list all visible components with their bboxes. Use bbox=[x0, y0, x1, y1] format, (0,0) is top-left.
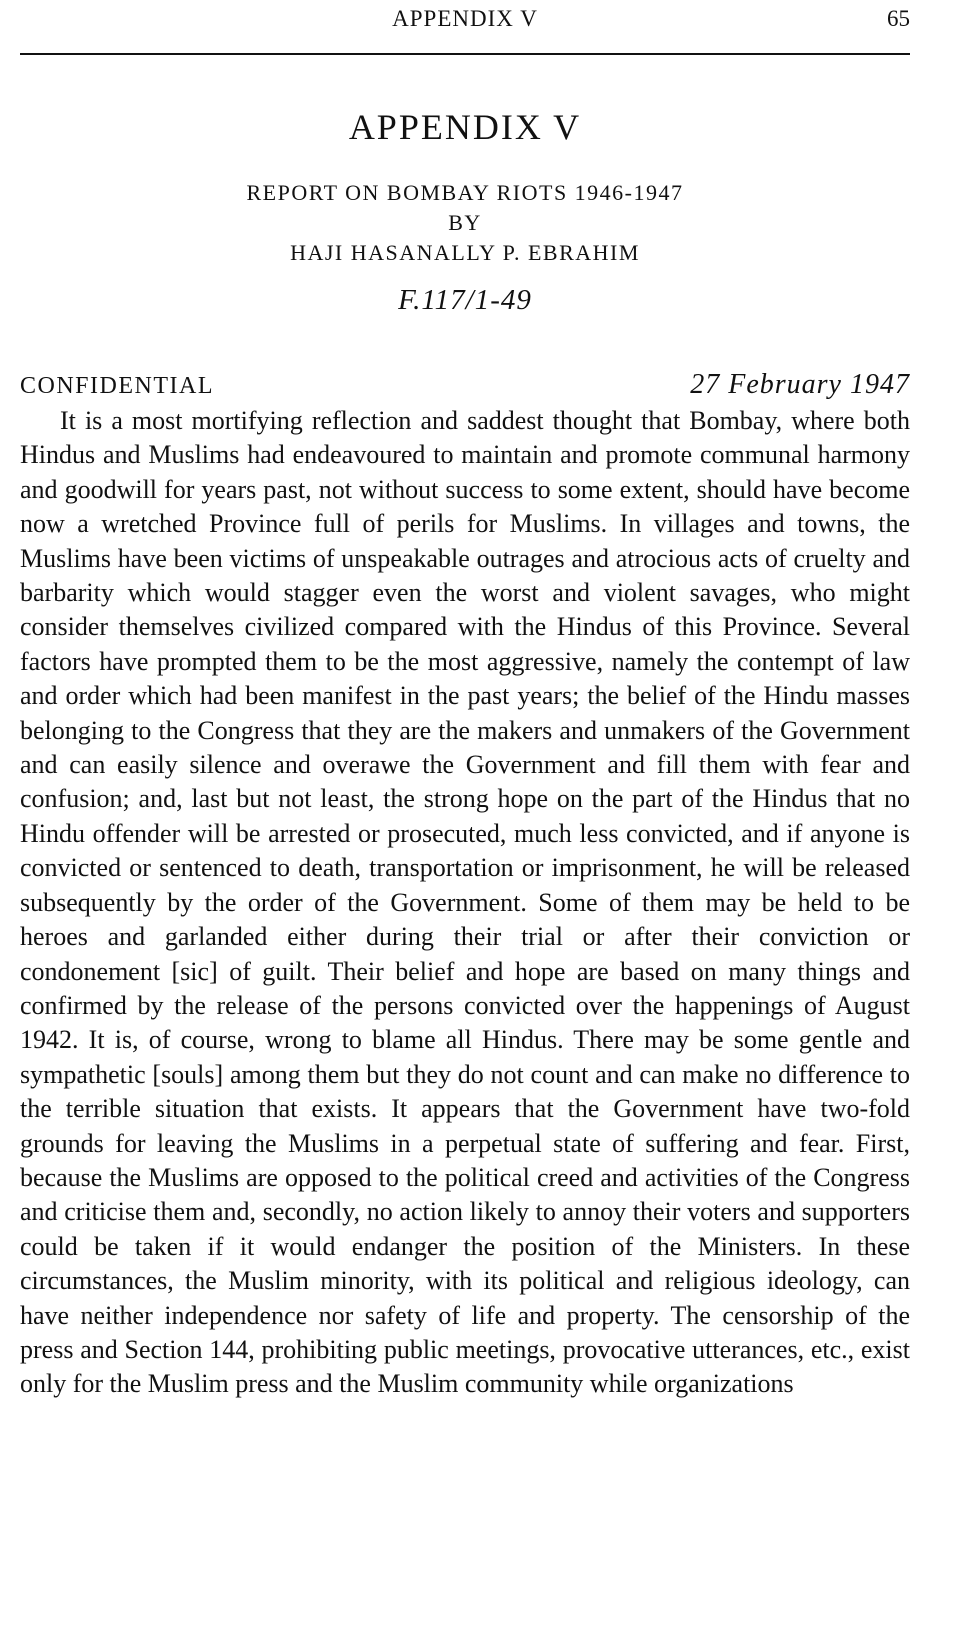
header-rule bbox=[20, 53, 910, 55]
subtitle-author-line: HAJI HASANALLY P. EBRAHIM bbox=[290, 240, 640, 265]
subtitle-by-line: BY bbox=[448, 210, 482, 235]
report-subtitle bbox=[20, 178, 910, 268]
document-date: 27 February 1947 bbox=[690, 369, 910, 400]
confidential-label: CONFIDENTIAL bbox=[20, 373, 214, 399]
appendix-title: APPENDIX V bbox=[348, 107, 582, 147]
running-header bbox=[20, 4, 910, 36]
file-reference: F.117/1-49 bbox=[398, 284, 532, 316]
running-title: APPENDIX V bbox=[392, 6, 538, 31]
document-meta bbox=[20, 369, 910, 405]
subtitle-report-line: REPORT ON BOMBAY RIOTS 1946-1947 bbox=[246, 180, 684, 205]
page-number: 65 bbox=[887, 6, 910, 31]
body-paragraph: It is a most mortifying reflection and saddest thought that Bombay, where both Hindus and Muslims had endeavoured to maintain and promote communal harmony and goodwill for years past, not without success to some extent, should have become now a wretched Province full of perils for Muslims. In villages and towns, the Muslims have been victims of unspeakable outrages and atrocious acts of cruelty and barbarity which would stagger even the worst and violent savages, who might consider themselves civilized compared with the Hindus of this Province. Several factors have prompted them to be the most aggressive, namely the contempt of law and order which had been manifest in the past years; the belief of the Hindu masses belonging to the Congress that they are the makers and unmakers of the Government and can easily silence and overawe the Government and fill them with fear and confusion; and, last but not least, the strong hope on the part of the Hindus that no Hindu offender will be arrested or prosecuted, much less convicted, and if anyone is convicted or sentenced to death, transportation or imprisonment, he will be released subsequently by the order of the Government. Some of them may be held to be heroes and garlanded either during their trial or after their conviction or condonement [sic] of guilt. Their belief and hope are based on many things and confirmed by the release of the persons convicted over the happenings of August 1942. It is, of course, wrong to blame all Hindus. There may be some gentle and sympathetic [souls] among them but they do not count and can make no difference to the terrible situation that exists. It appears that the Government have two-fold grounds for leaving the Muslims in a perpetual state of suffering and fear. First, because the Muslims are opposed to the political creed and activities of the Congress and criticise them and, secondly, no action likely to annoy their voters and supporters could be taken if it would endanger the position of the Ministers. In these circumstances, the Muslim minority, with its political and religious ideology, can have neither independence nor safety of life and property. The censorship of the press and Section 144, prohibiting public meetings, provocative utterances, etc., exist only for the Muslim press and the Muslim community while organizations bbox=[20, 406, 910, 1399]
